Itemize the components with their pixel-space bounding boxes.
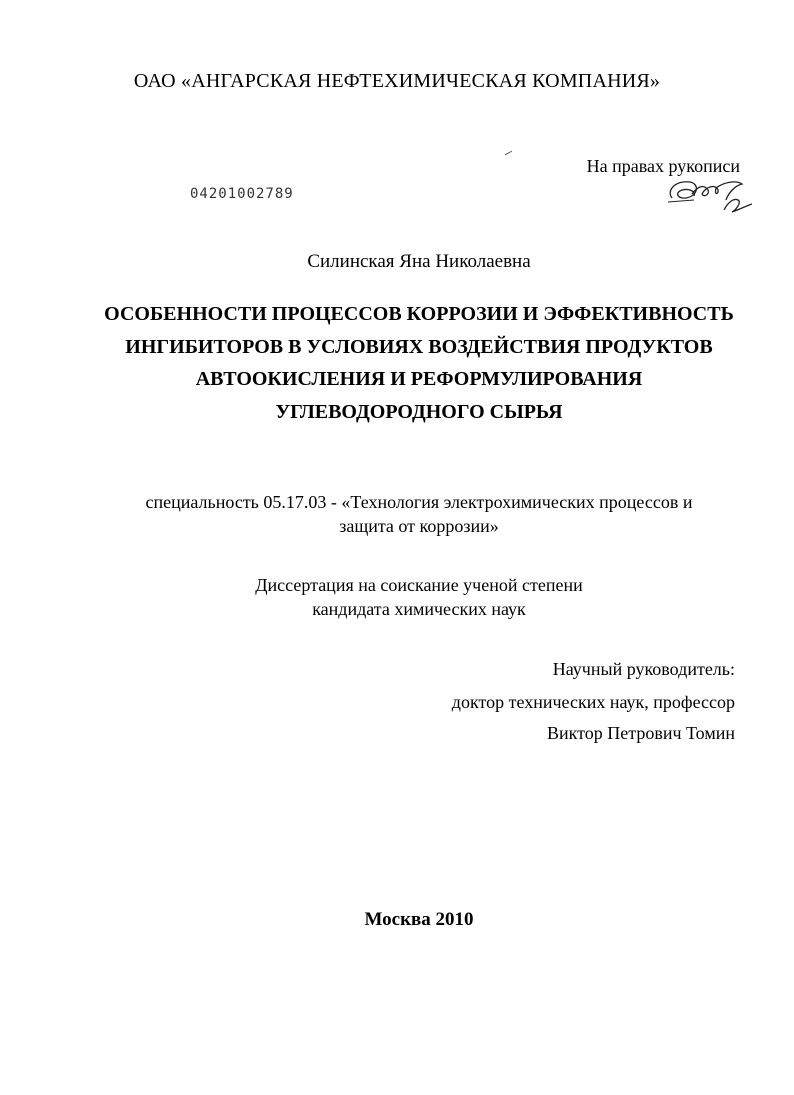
specialty (80, 490, 758, 538)
organization-name: ОАО «АНГАРСКАЯ НЕФТЕХИМИЧЕСКАЯ КОМПАНИЯ» (133, 70, 661, 92)
title-line: УГЛЕВОДОРОДНОГО СЫРЬЯ (275, 400, 563, 423)
degree-statement (80, 573, 758, 621)
registration-code: 04201002789 (190, 186, 294, 202)
degree-line: кандидата химических наук (312, 599, 526, 619)
title-line: ОСОБЕННОСТИ ПРОЦЕССОВ КОРРОЗИИ И ЭФФЕКТИВНОСТЬ (104, 303, 734, 325)
handwritten-signature (664, 166, 756, 218)
supervisor-degree: доктор технических наук, профессор (451, 692, 735, 712)
rights-notice: На правах рукописи (586, 156, 740, 176)
supervisor-label: Научный руководитель: (552, 659, 735, 679)
author-name: Силинская Яна Николаевна (307, 251, 531, 272)
city-year: Москва 2010 (364, 909, 474, 930)
specialty-line: защита от коррозии» (339, 516, 499, 536)
specialty-line: специальность 05.17.03 - «Технология электрохимических процессов и (145, 492, 693, 512)
supervisor-name: Виктор Петрович Томин (547, 723, 735, 743)
dissertation-title (60, 298, 778, 428)
title-line: ИНГИБИТОРОВ В УСЛОВИЯХ ВОЗДЕЙСТВИЯ ПРОДУКТОВ (125, 335, 713, 358)
stray-mark (505, 150, 513, 156)
degree-line: Диссертация на соискание ученой степени (255, 575, 583, 595)
title-line: АВТООКИСЛЕНИЯ И РЕФОРМУЛИРОВАНИЯ (195, 368, 643, 390)
